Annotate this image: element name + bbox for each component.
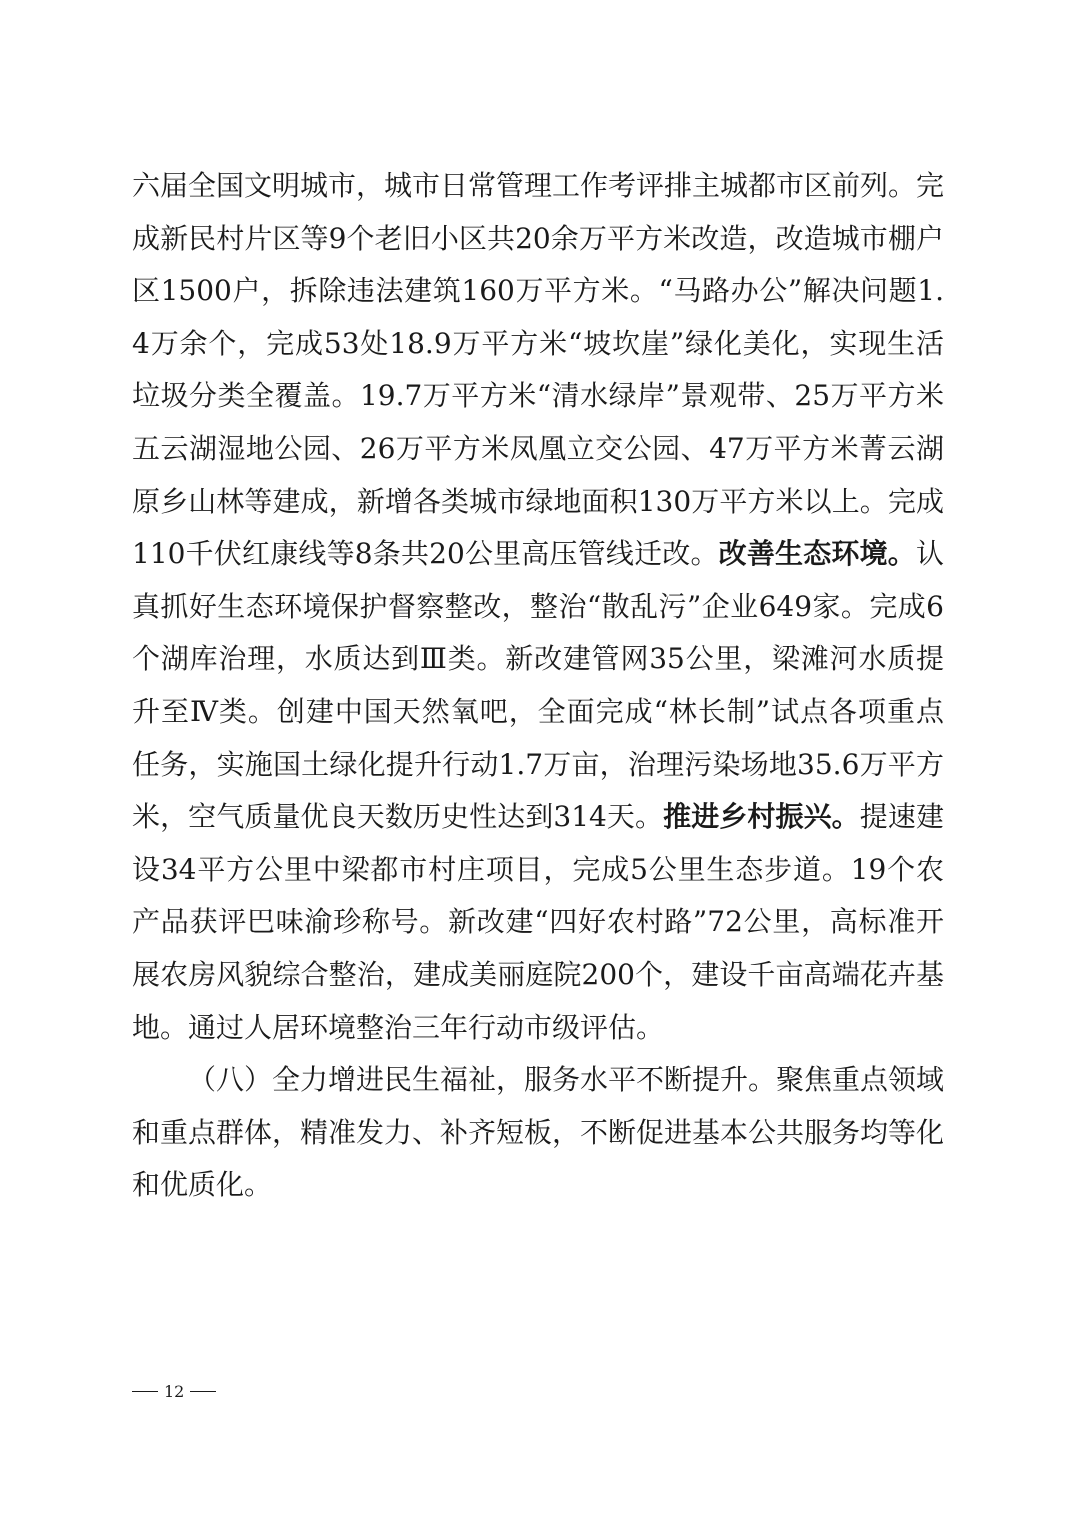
page-number: 12 — [164, 1382, 185, 1401]
footer-dash-right — [190, 1391, 216, 1392]
heading-improve-ecology: 改善生态环境。 — [718, 537, 916, 571]
paragraph-section-eight — [132, 1054, 944, 1212]
text-segment: 六届全国文明城市，城市日常管理工作考评排主城都市区前列。完成新民村片区等9个老旧小区共20余万平方米改造，改造城市棚户区1500户，拆除违法建筑160万平方米。“马路办公”解决问题1.4万余个，完成53处18.9万平方米“坡坎崖”绿化美化，实现生活垃圾分类全覆盖。19.7万平方米“清水绿岸”景观带、25万平方米五云湖湿地公园、26万平方米凤凰立交公园、47万平方米菁云湖原乡山林等建成，新增各类城市绿地面积130万平方米以上。完成110千伏红康线等8条共20公里高压管线迁改。 — [132, 169, 945, 571]
page-footer — [132, 1382, 216, 1401]
text-segment: 认真抓好生态环境保护督察整改，整治“散乱污”企业649家。完成6个湖库治理，水质达到Ⅲ类。新改建管网35公里，梁滩河水质提升至Ⅳ类。创建中国天然氧吧，全面完成“林长制”试点各项重点任务，实施国土绿化提升行动1.7万亩，治理污染场地35.6万平方米，空气质量优良天数历史性达到314天。 — [132, 537, 944, 834]
heading-rural-revitalization: 推进乡村振兴。 — [663, 800, 860, 834]
text-segment: 提速建设34平方公里中梁都市村庄项目，完成5公里生态步道。19个农产品获评巴味渝珍称号。新改建“四好农村路”72公里，高标准开展农房风貌综合整治，建成美丽庭院200个，建设千亩高端花卉基地。通过人居环境整治三年行动市级评估。 — [132, 800, 944, 1044]
paragraph-urban-ecology-rural — [132, 160, 944, 1054]
text-segment: （八）全力增进民生福祉，服务水平不断提升。聚焦重点领域和重点群体，精准发力、补齐短板，不断促进基本公共服务均等化和优质化。 — [132, 1063, 945, 1202]
document-body — [132, 160, 944, 1212]
footer-dash-left — [132, 1391, 158, 1392]
